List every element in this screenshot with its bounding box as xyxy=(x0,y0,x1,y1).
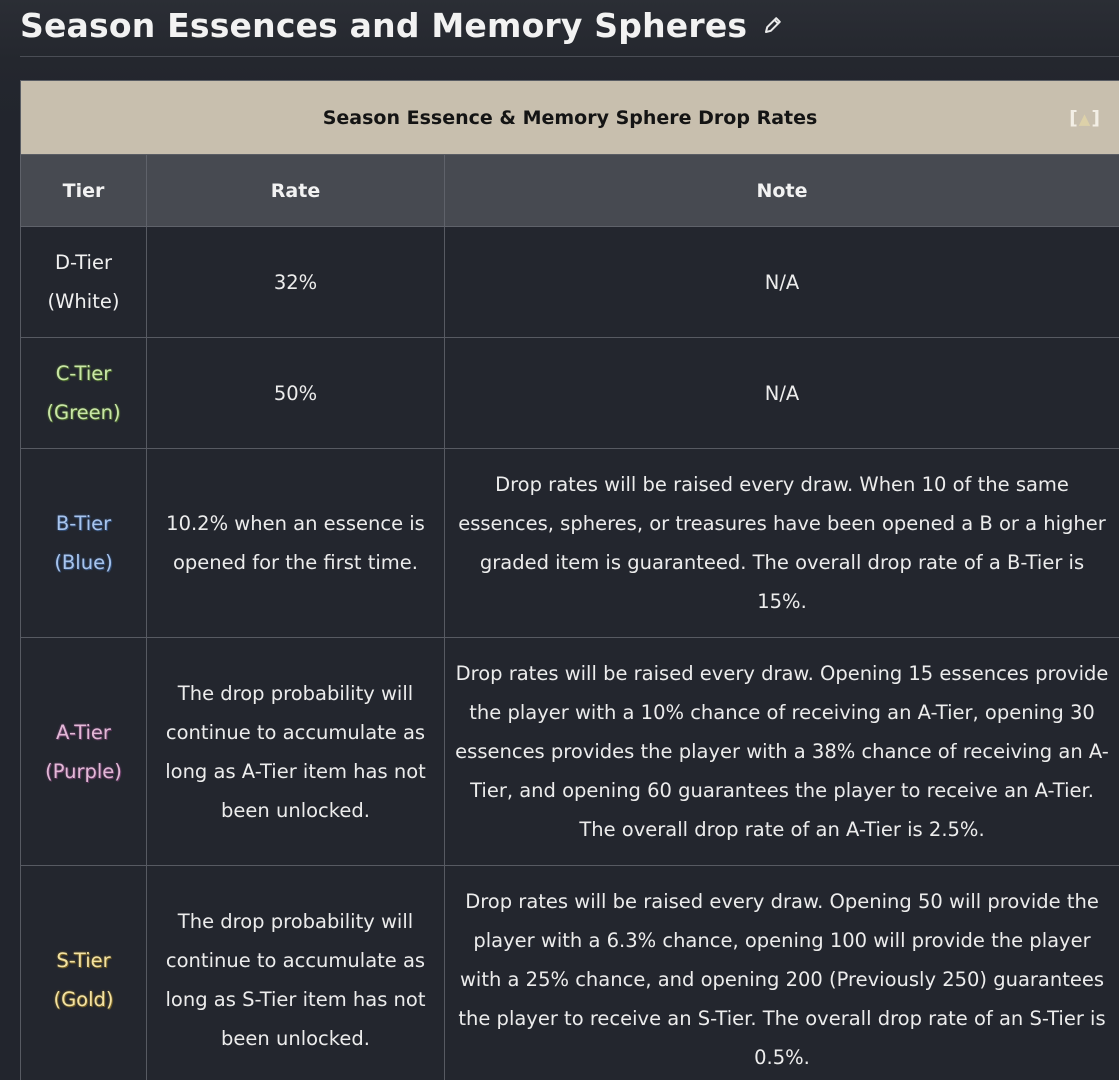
rate-cell: 32% xyxy=(147,227,445,338)
table-caption-text: Season Essence & Memory Sphere Drop Rates xyxy=(322,106,818,129)
heading-divider xyxy=(20,56,1119,57)
tier-cell xyxy=(21,227,147,338)
rate-cell: The drop probability will continue to accumulate as long as S-Tier item has not been unlocked. xyxy=(147,866,445,1080)
note-cell: N/A xyxy=(445,227,1119,338)
tier-name: A-Tier (Purple) xyxy=(45,720,122,783)
tier-cell xyxy=(21,866,147,1080)
tier-cell xyxy=(21,638,147,866)
collapse-bracket-open: [ xyxy=(1069,106,1079,129)
collapse-triangle-icon: ▲ xyxy=(1078,109,1092,128)
collapse-bracket-close: ] xyxy=(1091,106,1102,129)
note-cell: Drop rates will be raised every draw. Opening 15 essences provide the player with a 10% chance of receiving an A-Tier, opening 30 essences provides the player with a 38% chance of receiving an A-Tier, and opening 60 guarantees the player to receive an A-Tier. The overall drop rate of an A-Tier is 2.5%. xyxy=(445,638,1119,866)
note-cell: Drop rates will be raised every draw. When 10 of the same essences, spheres, or treasures have been opened a B or a higher graded item is guaranteed. The overall drop rate of a B-Tier is 15%. xyxy=(445,449,1119,638)
drop-rates-table xyxy=(20,80,1119,1080)
section-heading xyxy=(20,0,785,50)
tier-name: S-Tier (Gold) xyxy=(53,948,114,1011)
tier-cell xyxy=(21,338,147,449)
table-row-s-tier xyxy=(21,866,1119,1080)
table-row-c-tier xyxy=(21,338,1119,449)
section-title: Season Essences and Memory Spheres xyxy=(20,5,748,45)
header-row xyxy=(21,155,1119,227)
note-cell: N/A xyxy=(445,338,1119,449)
header-note: Note xyxy=(445,155,1119,227)
table-caption xyxy=(21,81,1119,155)
tier-name: B-Tier (Blue) xyxy=(54,512,113,574)
rate-cell: The drop probability will continue to accumulate as long as A-Tier item has not been unlocked. xyxy=(147,638,445,866)
tier-cell xyxy=(21,449,147,638)
rate-cell: 10.2% when an essence is opened for the first time. xyxy=(147,449,445,638)
rate-cell: 50% xyxy=(147,338,445,449)
header-tier: Tier xyxy=(21,155,147,227)
table-row-d-tier xyxy=(21,227,1119,338)
table-row-b-tier xyxy=(21,449,1119,638)
tier-name: D-Tier (White) xyxy=(47,251,120,313)
collapse-toggle[interactable] xyxy=(1069,107,1101,129)
header-rate: Rate xyxy=(147,155,445,227)
table-row-a-tier xyxy=(21,638,1119,866)
pencil-icon[interactable] xyxy=(761,13,785,37)
note-cell: Drop rates will be raised every draw. Opening 50 will provide the player with a 6.3% chance, opening 100 will provide the player with a 25% chance, and opening 200 (Previously 250) guarantees the player to receive an S-Tier. The overall drop rate of an S-Tier is 0.5%. xyxy=(445,866,1119,1080)
drop-rates-table-wrapper xyxy=(20,80,1119,1080)
tier-name: C-Tier (Green) xyxy=(46,362,121,424)
